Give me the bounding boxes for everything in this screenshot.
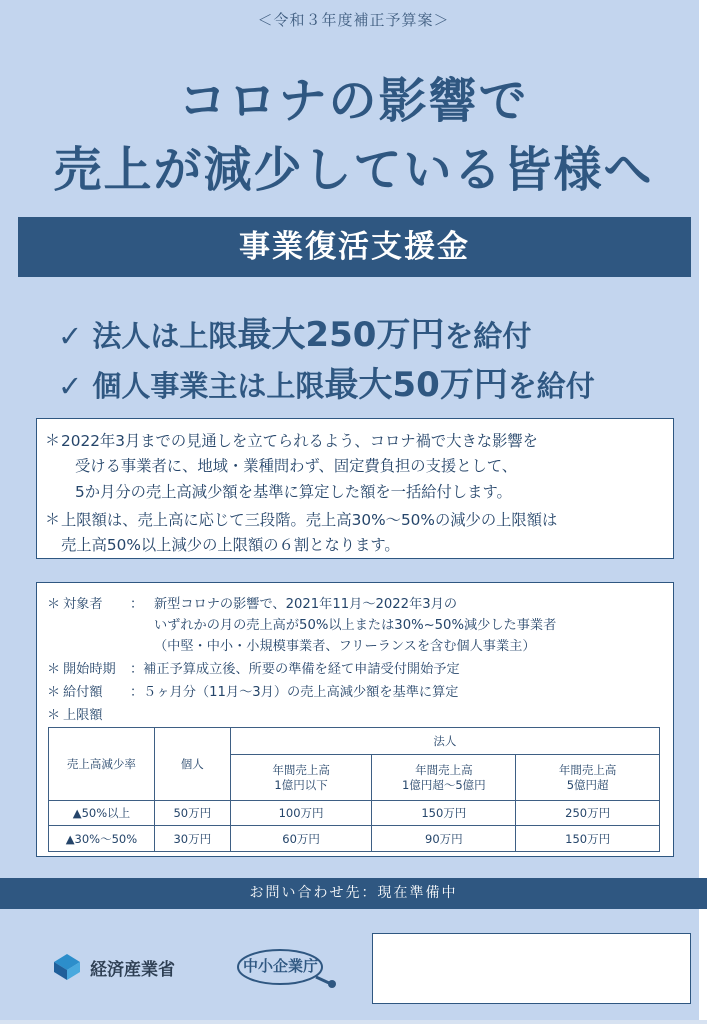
cell-corp-large: 150万円 xyxy=(516,826,660,852)
benefit-text-pre: 法人は上限 xyxy=(92,319,238,353)
asterisk-bullet: ＊ xyxy=(47,708,61,723)
amount-value: ：５ヶ月分（11月～3月）の売上高減少額を基準に算定 xyxy=(130,685,459,700)
sme-agency-logo xyxy=(236,947,340,995)
header-corp-large: 年間売上高 5億円超 xyxy=(516,755,660,801)
cell-rate: ▲50%以上 xyxy=(49,801,155,826)
cell-corp-small: 100万円 xyxy=(230,801,372,826)
asterisk-bullet: ＊ xyxy=(47,685,61,700)
target-line2: いずれかの月の売上高が50%以上または30%~50%減少した事業者 xyxy=(154,618,557,633)
overview-box xyxy=(36,418,674,559)
cell-individual: 50万円 xyxy=(154,801,230,826)
cell-rate: ▲30%～50% xyxy=(49,826,155,852)
benefit-amount: 最大50万円 xyxy=(324,365,508,405)
headline-line1: コロナの影響で xyxy=(178,73,529,129)
program-banner: 事業復活支援金 xyxy=(18,217,691,277)
asterisk-bullet: ＊ xyxy=(45,510,61,528)
budget-subtitle: ＜令和３年度補正予算案＞ xyxy=(257,11,450,29)
asterisk-bullet: ＊ xyxy=(47,662,61,677)
benefit-individual xyxy=(58,357,595,406)
benefit-corporate xyxy=(58,307,531,356)
note2-line2: 売上高50%以上減少の上限額の６割となります。 xyxy=(61,536,400,554)
note1-line2: 受ける事業者に、地域・業種問わず、固定費負担の支援として、 xyxy=(75,457,518,475)
meti-logo-icon xyxy=(50,950,84,984)
headline-line2: 売上が減少している皆様へ xyxy=(53,142,654,198)
contact-footer: お問い合わせ先：現在準備中 xyxy=(0,878,707,909)
sme-name: 中小企業庁 xyxy=(243,957,319,975)
benefit-text-post: を給付 xyxy=(507,369,595,403)
header-rate: 売上高減少率 xyxy=(49,728,155,801)
checkmark-icon: ✓ xyxy=(58,369,83,403)
note1-line1: 2022年3月までの見通しを立てられるよう、コロナ禍で大きな影響を xyxy=(61,432,538,450)
target-label: 対象者 xyxy=(63,597,103,612)
limit-label: 上限額 xyxy=(63,708,103,723)
start-value: ：補正予算成立後、所要の準備を経て申請受付開始予定 xyxy=(130,662,460,677)
table-row xyxy=(49,801,660,826)
benefit-text-pre: 個人事業主は上限 xyxy=(92,369,325,403)
target-line3: （中堅・中小・小規模事業者、フリーランスを含む個人事業主） xyxy=(154,639,536,654)
header-corporate: 法人 xyxy=(230,728,659,755)
asterisk-bullet: ＊ xyxy=(45,431,61,449)
page-bottom-edge xyxy=(0,1020,707,1024)
header-corp-mid: 年間売上高 1億円超～5億円 xyxy=(372,755,516,801)
checkmark-icon: ✓ xyxy=(58,319,83,353)
meti-name: 経済産業省 xyxy=(90,959,175,980)
table-row xyxy=(49,826,660,852)
amount-label: 給付額 xyxy=(63,685,103,700)
asterisk-bullet: ＊ xyxy=(47,597,61,612)
cell-corp-mid: 150万円 xyxy=(372,801,516,826)
stamp-area xyxy=(372,933,691,1004)
header-individual: 個人 xyxy=(154,728,230,801)
benefit-amount: 最大250万円 xyxy=(237,315,445,355)
note2-line1: 上限額は、売上高に応じて三段階。売上高30%～50%の減少の上限額は xyxy=(61,511,558,529)
benefit-text-post: を給付 xyxy=(444,319,532,353)
start-label: 開始時期 xyxy=(63,662,116,677)
cell-individual: 30万円 xyxy=(154,826,230,852)
meti-logo xyxy=(50,950,175,984)
note1-line3: 5か月分の売上高減少額を基準に算定した額を一括給付します。 xyxy=(75,483,512,501)
limit-table xyxy=(48,727,660,852)
target-colon: ： xyxy=(130,597,144,612)
target-line1: 新型コロナの影響で、2021年11月～2022年3月の xyxy=(154,597,458,612)
cell-corp-large: 250万円 xyxy=(516,801,660,826)
header-corp-small: 年間売上高 1億円以下 xyxy=(230,755,372,801)
cell-corp-mid: 90万円 xyxy=(372,826,516,852)
cell-corp-small: 60万円 xyxy=(230,826,372,852)
